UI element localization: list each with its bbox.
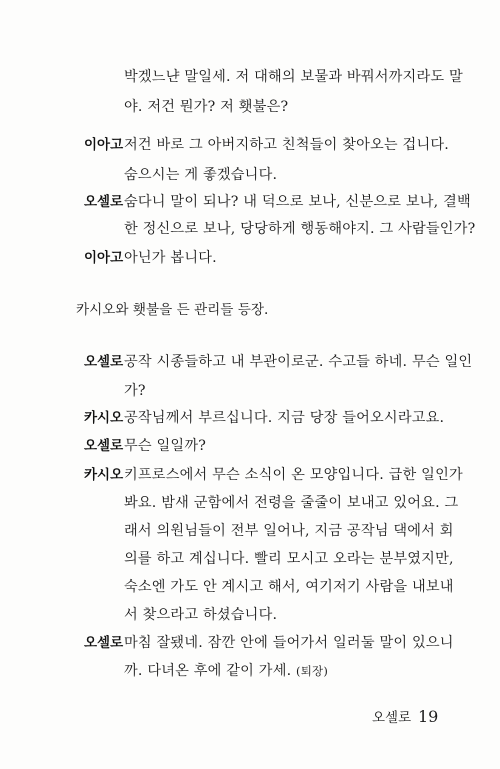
dialogue-line: 박겠느냔 말일세. 저 대해의 보물과 바꿔서까지라도 말 bbox=[124, 69, 463, 85]
dialogue-line bbox=[124, 662, 328, 680]
dialogue-text: 까. 다녀온 후에 같이 가세. bbox=[124, 663, 292, 679]
dialogue-line: 저건 바로 그 아버지하고 친척들이 찾아오는 겁니다. bbox=[124, 137, 449, 153]
dialogue-line: 의를 하고 계십니다. 빨리 모시고 오라는 분부였지만, bbox=[124, 551, 454, 567]
dialogue-line: 서 찾으라고 하셨습니다. bbox=[124, 607, 278, 623]
speaker-othello: 오셀로 bbox=[84, 438, 124, 454]
speaker-othello: 오셀로 bbox=[84, 354, 124, 370]
stage-direction: 카시오와 횃불을 든 관리들 등장. bbox=[76, 302, 269, 318]
speaker-cassio: 카시오 bbox=[84, 467, 124, 483]
speaker-cassio: 카시오 bbox=[84, 410, 124, 426]
dialogue-line: 공작 시종들하고 내 부관이로군. 수고들 하네. 무슨 일인 bbox=[124, 354, 473, 370]
speaker-othello: 오셀로 bbox=[84, 635, 124, 651]
speaker-iago: 이아고 bbox=[84, 250, 124, 266]
dialogue-line: 봐요. 밤새 군함에서 전령을 줄줄이 보내고 있어요. 그 bbox=[124, 495, 459, 511]
running-footer-title: 오셀로 bbox=[372, 710, 412, 726]
dialogue-line: 숨다니 말이 되나? 내 덕으로 보나, 신분으로 보나, 결백 bbox=[124, 194, 471, 210]
dialogue-line: 가? bbox=[124, 383, 146, 399]
dialogue-line: 마침 잘됐네. 잠깐 안에 들어가서 일러둘 말이 있으니 bbox=[124, 635, 454, 651]
speaker-othello: 오셀로 bbox=[84, 194, 124, 210]
dialogue-line: 야. 저건 뭔가? 저 횃불은? bbox=[124, 99, 289, 115]
page-number: 19 bbox=[418, 707, 439, 726]
dialogue-line: 숨으시는 게 좋겠습니다. bbox=[124, 167, 278, 183]
dialogue-line: 래서 의원님들이 전부 일어나, 지금 공작님 댁에서 회 bbox=[124, 523, 454, 539]
speaker-iago: 이아고 bbox=[84, 137, 124, 153]
dialogue-line: 한 정신으로 보나, 당당하게 행동해야지. 그 사람들인가? bbox=[124, 221, 476, 237]
dialogue-line: 무슨 일일까? bbox=[124, 438, 207, 454]
dialogue-line: 숙소엔 가도 안 계시고 해서, 여기저기 사람을 내보내 bbox=[124, 579, 454, 595]
exit-direction: (퇴장) bbox=[296, 664, 329, 678]
dialogue-line: 키프로스에서 무슨 소식이 온 모양입니다. 급한 일인가 bbox=[124, 467, 463, 483]
dialogue-line: 공작님께서 부르십니다. 지금 당장 들어오시라고요. bbox=[124, 410, 445, 426]
dialogue-line: 아닌가 봅니다. bbox=[124, 250, 217, 266]
